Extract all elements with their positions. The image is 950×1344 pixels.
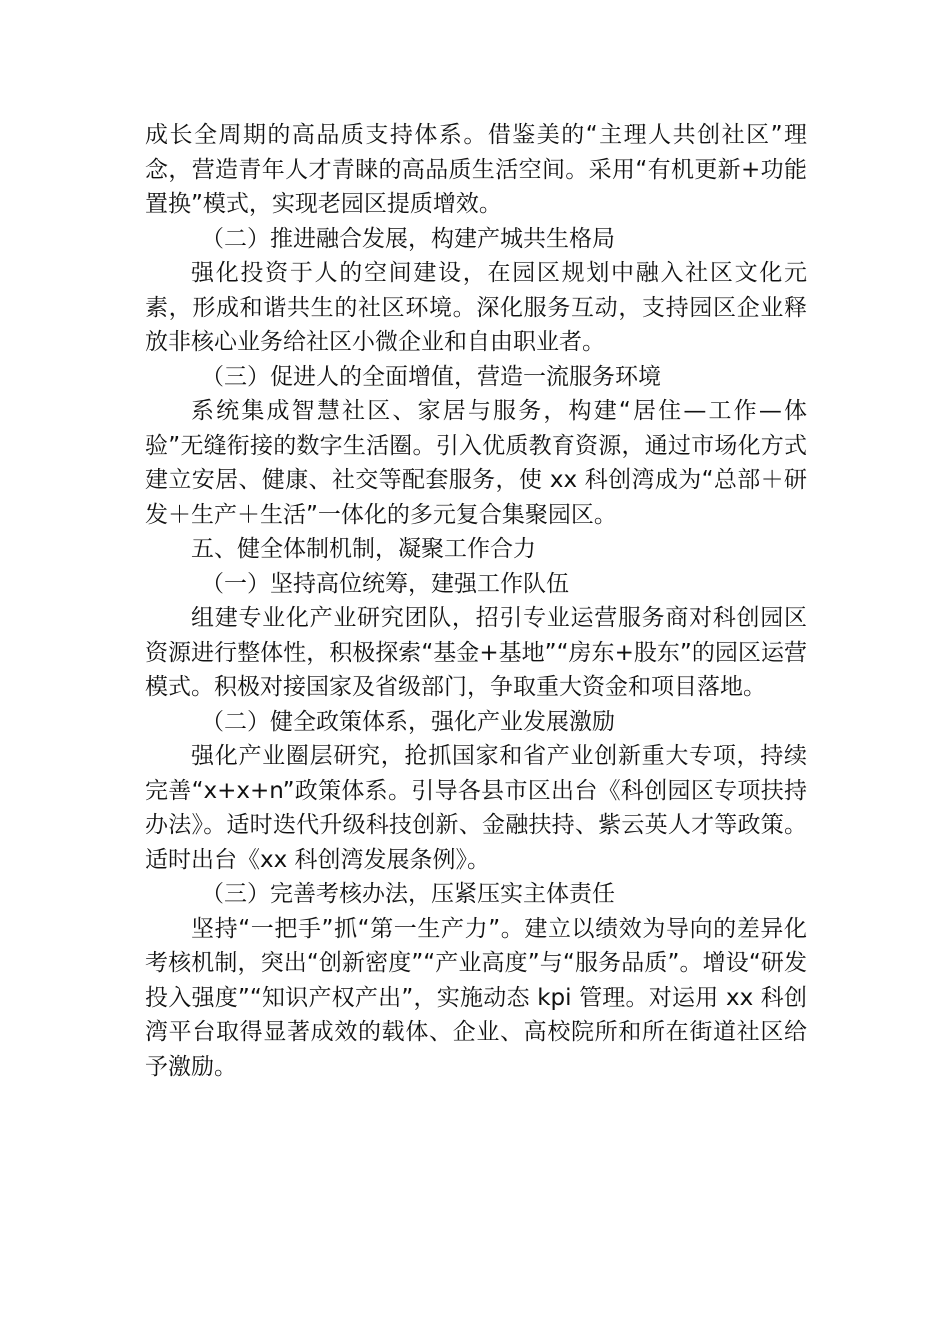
paragraph: 强化产业圈层研究，抢抓国家和省产业创新重大专项，持续完善“x+x+n”政策体系。引导各县市区出台《科创园区专项扶持办法》。适时迭代升级科技创新、金融扶持、紫云英人才等政策。适时出台《xx 科创湾发展条例》。 [145,743,807,873]
paragraph: 坚持“一把手”抓“第一生产力”。建立以绩效为导向的差异化考核机制，突出“创新密度”“产业高度”与“服务品质”。增设“研发投入强度”“知识产权产出”，实施动态 kpi 管理。对运用 xx 科创湾平台取得显著成效的载体、企业、高校院所和所在街道社区给予激励。 [145,915,807,1080]
sub-heading-2: （二）推进融合发展，构建产城共生格局 [201,225,615,252]
paragraph: 系统集成智慧社区、家居与服务，构建“居住—工作—体验”无缝衔接的数字生活圈。引入优质教育资源，通过市场化方式建立安居、健康、社交等配套服务，使 xx 科创湾成为“总部＋研发＋生产＋生活”一体化的多元复合集聚园区。 [145,398,807,528]
section-heading-5: 五、健全体制机制，凝聚工作合力 [191,536,536,562]
document-page [145,118,807,1084]
paragraph: 强化投资于人的空间建设，在园区规划中融入社区文化元素，形成和谐共生的社区环境。深化服务互动，支持园区企业释放非核心业务给社区小微企业和自由职业者。 [145,260,807,355]
paragraph-continued: 成长全周期的高品质支持体系。借鉴美的“主理人共创社区”理念，营造青年人才青睐的高品质生活空间。采用“有机更新+功能置换”模式，实现老园区提质增效。 [145,122,807,217]
paragraph: 组建专业化产业研究团队，招引专业运营服务商对科创园区资源进行整体性，积极探索“基金+基地”“房东+股东”的园区运营模式。积极对接国家及省级部门，争取重大资金和项目落地。 [145,605,807,700]
sub-heading-3: （三）促进人的全面增值，营造一流服务环境 [201,363,661,390]
sub-heading-3: （三）完善考核办法，压紧压实主体责任 [201,881,615,907]
sub-heading-2: （二）健全政策体系，强化产业发展激励 [201,708,615,735]
sub-heading-1: （一）坚持高位统筹，建强工作队伍 [201,570,569,597]
